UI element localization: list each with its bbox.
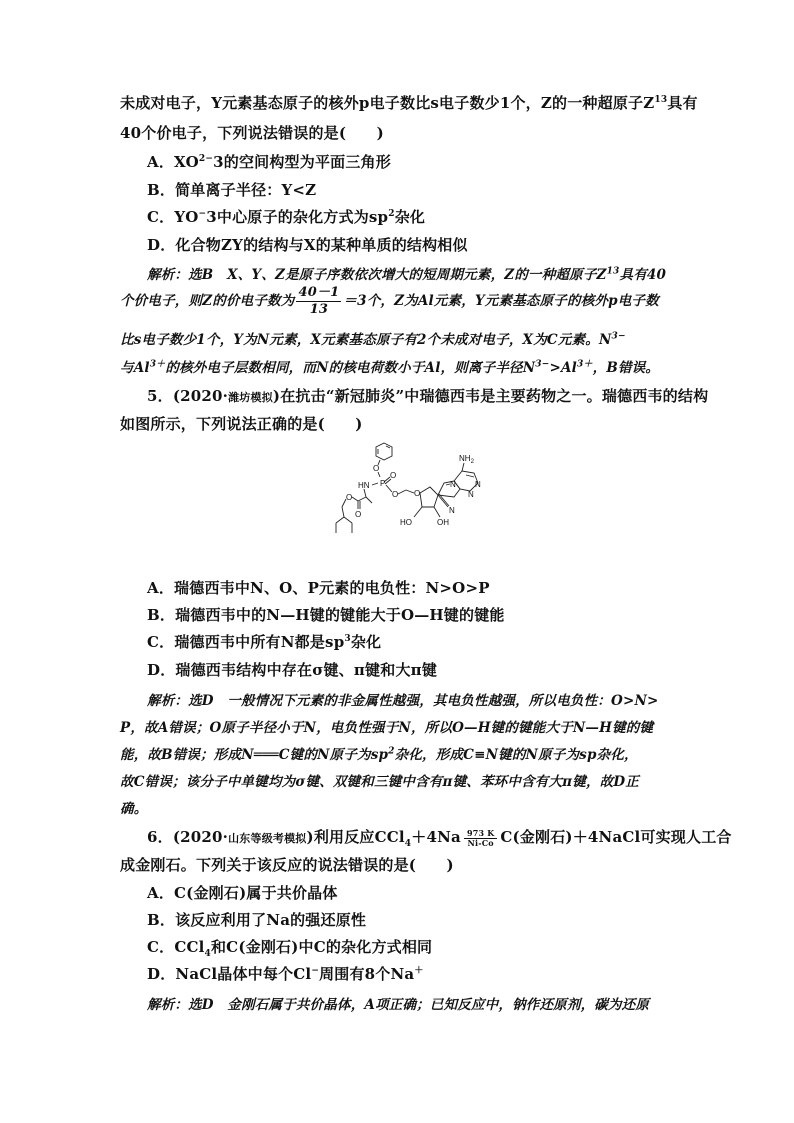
- q4-option-b: B．简单离子半径：Y<Z: [147, 181, 317, 199]
- mol-label-o-ring: O: [414, 489, 421, 498]
- q5-stem-line-1: 5．(2020·潍坊模拟)在抗击“新冠肺炎”中瑞德西韦是主要药物之一。瑞德西韦的结构: [147, 387, 709, 405]
- mol-label-n-ring3: N: [475, 480, 481, 489]
- q4-explanation-line-1: 解析：选B X、Y、Z是原子序数依次增大的短周期元素，Z的一种超原子$Z^{13}$具有40: [147, 266, 667, 283]
- mol-label-ho: HO: [400, 518, 412, 527]
- q6-stem-line-1: 6．(2020·山东等级考模拟)利用反应CCl$_4$＋4Na $\frac{973 K}{Ni-Co}$ C(金刚石)＋4NaCl可实现人工合: [147, 827, 732, 849]
- q4-option-c: C．YO−3中心原子的杂化方式为$sp^2$杂化: [147, 208, 426, 226]
- q6-stem-line-2: 成金刚石。下列关于该反应的说法错误的是( ): [120, 856, 454, 874]
- reaction-condition-arrow: $\frac{973 K}{Ni-Co}$: [464, 829, 497, 848]
- q5-explanation-line-3: 能，故B错误；形成N═══C键的N原子为$sp^2$杂化，形成C≡N键的N原子为sp杂化，: [120, 746, 638, 763]
- q5-option-d: D．瑞德西韦结构中存在σ键、π键和大π键: [147, 661, 438, 679]
- q5-option-b: B．瑞德西韦中的N—H键的键能大于O—H键的键能: [147, 606, 505, 624]
- q4-stem-line-1: 未成对电子，Y元素基态原子的核外p电子数比s电子数少1个，Z的一种超原子$Z^{13}$具有: [120, 94, 698, 112]
- q6-option-a: A．C(金刚石)属于共价晶体: [147, 884, 338, 902]
- mol-label-o-top: O: [373, 464, 380, 473]
- q5-explanation-line-4: 故C错误；该分子中单键均为σ键、双键和三键中含有π键、苯环中含有大π键，故D正: [120, 774, 639, 790]
- mol-label-o-link: O: [392, 490, 399, 499]
- q5-option-c: C．瑞德西韦中所有N都是$sp^3$杂化: [147, 633, 382, 651]
- mol-label-hn: HN: [358, 481, 370, 490]
- q4-explanation-line-4: 与$Al^{3+}$的核外电子层数相同，而N的核电荷数小于Al，则离子半径$N^{3-}>Al^{3+}$，B错误。: [120, 359, 660, 376]
- q5-explanation-line-1: 解析：选D 一般情况下元素的非金属性越强，其电负性越强，所以电负性：O>N>: [147, 693, 659, 709]
- mol-label-n-cn: N: [449, 506, 455, 515]
- q4-explanation-line-2: 个价电子，则Z的价电子数为 $\frac{40-1}{13}$ ＝3个，Z为Al元素，Y元素基态原子的核外p电子数: [120, 285, 659, 317]
- q6-option-d: D．NaCl晶体中每个Cl−周围有8个Na＋: [147, 965, 424, 983]
- q6-option-b: B．该反应利用了Na的强还原性: [147, 911, 367, 929]
- remdesivir-structure-diagram: [330, 437, 490, 553]
- mol-label-oh: OH: [437, 518, 449, 527]
- q6-explanation-line-1: 解析：选D 金刚石属于共价晶体，A项正确；已知反应中，钠作还原剂，碳为还原: [147, 997, 650, 1013]
- mol-label-o-p: O: [390, 471, 397, 480]
- mol-label-p: P: [380, 479, 386, 488]
- valence-fraction: $\frac{40-1}{13}$: [298, 285, 340, 317]
- q4-option-d: D．化合物ZY的结构与X的某种单质的结构相似: [147, 236, 468, 254]
- q5-explanation-line-2: P，故A错误；O原子半径小于N，电负性强于N，所以O—H键的键能大于N—H键的键: [120, 720, 654, 736]
- mol-label-o-carbonyl: O: [355, 510, 362, 519]
- q6-option-c: C．CCl$_4$和C(金刚石)中C的杂化方式相同: [147, 938, 433, 959]
- q4-explanation-line-3: 比s电子数少1个，Y为N元素，X元素基态原子有2个未成对电子，X为C元素。$N^{3-}$: [120, 331, 626, 348]
- mol-label-n-ring1: N: [450, 480, 456, 489]
- q4-option-a: A．$XO^{2-}3$的空间构型为平面三角形: [147, 153, 391, 171]
- mol-label-nh2: $NH_2$: [459, 454, 474, 465]
- q5-option-a: A．瑞德西韦中N、O、P元素的电负性：N>O>P: [147, 579, 490, 597]
- q5-stem-line-2: 如图所示，下列说法正确的是( ): [120, 415, 363, 433]
- mol-label-o-ester: O: [346, 493, 353, 502]
- q4-stem-line-2: 40个价电子，下列说法错误的是( ): [120, 124, 384, 142]
- mol-label-n-ring2: N: [468, 490, 474, 499]
- q5-explanation-line-5: 确。: [120, 801, 148, 817]
